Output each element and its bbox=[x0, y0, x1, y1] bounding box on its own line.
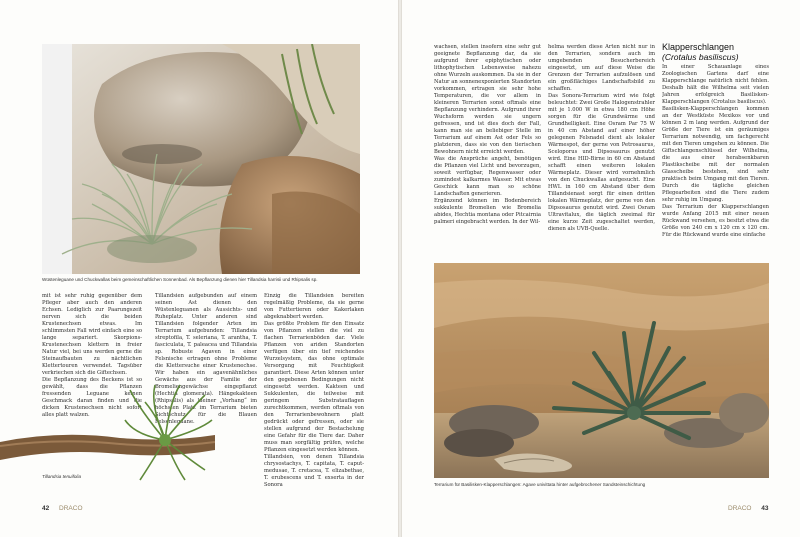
section-heading-title: Klapperschlangen bbox=[662, 42, 735, 52]
right-page bbox=[402, 0, 800, 537]
section-heading bbox=[662, 42, 772, 62]
left-page bbox=[0, 0, 398, 537]
tillandsia-branch-illustration bbox=[0, 380, 215, 495]
page-number-right: 43 bbox=[761, 505, 769, 512]
left-column-1-text: mit ist sehr ruhig gegenüber dem Pfleger aber auch den anderen Echsen. Lediglich zur Paarungszeit nerven sich die beiden Krustenechsen etwas. Im schlimmsten Fall wird einfach eine so lange separiert. Skorpions-Krustenechsen klettern in freier Natur viel, bei uns werden gerne die Steinaufbauten zu nächtlichen Klettertouren verwendet. Tagsüber verkriechen sich die Giftechsen. Die Bepflanzung des Beckens ist so gewählt, dass die Pflanzen fressenden Leguane keinen Geschmack daran finden und die dicken Krustenechsen nicht sofort alles platt walzen. bbox=[42, 293, 142, 418]
inset-tillandsia-photo bbox=[0, 380, 215, 495]
right-column-2 bbox=[548, 44, 655, 256]
page-number-left: 42 bbox=[42, 505, 50, 512]
photo-caption-left: Wüstenleguane und Chuckwallas beim gemeinschaftlichen Sonnenbad. Als Bepflanzung dienen hier Tillandsia harrisii und Rhipsalis sp. bbox=[42, 277, 318, 282]
agave-terrarium-illustration bbox=[434, 263, 769, 478]
left-column-2-text: Tillandsien aufgebunden auf einem seinen Ast dienen den Wüstenleguanen als Aussichts- und Ruheplatz. Unter anderen sind Tillandsien folgender Arten im Terrarium aufgebunden: Tillandsia streptofila, T. seleriana, T. arantha, T. fasciculata, T. paleacea und Tillandsia sp. Robuste Agaven in einer Felsnische ertragen ohne Probleme die Klettersuche einer Krustenechse. Wir haben ein agavenähnliches Gewächs aus der Familie der Bromeliengewächse eingepflanzt (Hechtia glomerata). Hängekakteen (Rhipsalis) als kleiner „Vorhang“ im höchsten Platz im Terrarium bieten Sichtschutz für die Blauen Felsenleguane. bbox=[155, 293, 257, 425]
section-heading-subtitle: (Crotalus basiliscus) bbox=[662, 52, 739, 62]
photo-caption-right: Terrarium für Basilisken-Klapperschlangen: Agave univittata hinter aufgebrochener Sandsteinschichtung bbox=[434, 482, 646, 487]
right-column-3 bbox=[662, 64, 769, 256]
right-column-3-text: In einer Schauanlage eines Zoologischen Gartens darf eine Klapperschlange natürlich nicht fehlen. Deshalb hält die Wilhelma seit vielen Jahren erfolgreich Basilisken-Klapperschlangen (Crotalus basiliscus). Basilisken-Klapperschlangen kommen an der Westküste Mexikos vor und können 2 m lang werden. Aufgrund der Größe der Tiere ist ein geräumiges Terrarium notwendig, um fachgerecht mit den Tieren umgehen zu können. Die Giftschlangenschlüssel der Wilhelma, die aus einer herabsenkbaren Plastikscheibe mit der normalen Glasscheibe bestehen, sind sehr praktisch beim Umgang mit den Tieren. Durch die tägliche gleichen Pflegearbeiten sind die Tiere zudem sehr ruhig im Umgang. Das Terrarium der Klapperschlangen wurde Anfang 2015 mit einer neuen Rückwand versehen, es besitzt etwa die Größe von 240 cm x 120 cm x 120 cm. Für die Rückwand wurde eine einfache bbox=[662, 64, 769, 238]
inset-caption: Tillandsia tenuifolia bbox=[42, 474, 82, 479]
right-column-1 bbox=[434, 44, 541, 256]
terrarium-photo-lizards bbox=[42, 44, 360, 274]
terrarium-photo-agave bbox=[434, 263, 769, 478]
left-column-3-text: Einzig die Tillandsien bereiten regelmäßig Probleme, da sie gerne von Futtertieren oder Kakerlaken abgeknabbert werden. Das größte Problem für den Einsatz von Pflanzen stellen die viel zu flachen Terrarienböden dar. Viele Pflanzen von ariden Standorten verfügen über ein tief reichendes Wurzelsystem, das ohne optimale Versorgung mit Feuchtigkeit garantiert. Diese Arten können unter den gegebenen Bedingungen nicht eingesetzt werden. Kakteen und Sukkulenten, die teilweise mit geringem Substratauflagen zurechtkommen, werden oftmals von den Terrarienbewohnern platt gedrückt oder gefressen, oder sie stellen aufgrund der Bestachelung eine Gefahr für die Tiere dar. Daher muss man sorgfältig prüfen, welche Pflanzen eingesetzt werden können. Tillandsien, von denen Tillandsia chrysostachys, T. capitata, T. caput-medusae, T. cretacea, T. elizabethae, T. erubescens und T. exserta in der Sonora bbox=[264, 293, 364, 488]
magazine-name-left: DRACO bbox=[59, 505, 83, 512]
right-folio bbox=[728, 505, 769, 512]
left-column-3 bbox=[264, 293, 364, 505]
right-column-2-text: helma werden diese Arten nicht nur in den Terrarien, sondern auch im umgebenden Besucherbereich eingesetzt, um auf diese Weise die Grenzen der Terrarien aufzulösen und ein großflächiges Landschaftsbild zu schaffen. Das Sonora-Terrarium wird wie folgt beleuchtet: Zwei Große Halogenstrahler mit je 1.000 W in etwa 180 cm Höhe sorgen für die Grundwärme und Grundhelligkeit. Eine Osram Par 75 W in 40 cm Abstand auf einer höher gelegenen Felsnadel dient als lokaler Wärmespot, der gerne von Petrosaurus, Sceloporus und Dipsosaurus genutzt wird. Eine HID-Birne in 60 cm Abstand schafft einen weiteren lokalen Wärmeplatz. Dieser wird vornehmlich von den Chuckwallas aufgesucht. Eine HWL in 160 cm Abstand über dem Tillandsienast sorgt für einen dritten lokalen Wärmeplatz, der gerne von den Dipsosaurus genutzt wird. Zwei Osram Ultravitalux, die täglich zweimal für eine kurze Zeit zugeschaltet werden, dienen als UVB-Quelle. bbox=[548, 44, 655, 232]
rock-scene-illustration bbox=[42, 44, 360, 274]
right-column-1-text: wachsen, stellen insofern eine sehr gut geeignete Bepflanzung dar, da sie aufgrund ihrer epiphytischen oder lithophytischen Lebensweise nahezu ohne Wurzeln auskommen. Da sie in der Natur an sonnenexponierten Standorten vorkommen, ertragen sie sehr hohe Temperaturen, die vor allem in kleineren Terrarien sonst oftmals eine Bepflanzung verhindern. Aufgrund ihrer Wuchsform werden sie ungern gefressen, und ist dies doch der Fall, kann man sie an beliebiger Stelle im Terrarium auf einem Ast oder Fels so platzieren, dass sie von den tierischen Bewohnern nicht erreicht werden. Was die Ansprüche angeht, benötigen die Pflanzen viel Licht und bevorzugen, soweit verfügbar, Regenwasser oder zumindest kalkarmes Wasser. Mit etwas Geschick kann man so schöne Landschaften generieren. Ergänzend können im Bodenbereich sukkulente Bromelien wie Bromelia abides, Hechtia montana oder Pitcairnia palmeri eingebracht werden. In der Wil- bbox=[434, 44, 541, 225]
magazine-name-right: DRACO bbox=[728, 505, 752, 512]
left-folio bbox=[42, 505, 83, 512]
